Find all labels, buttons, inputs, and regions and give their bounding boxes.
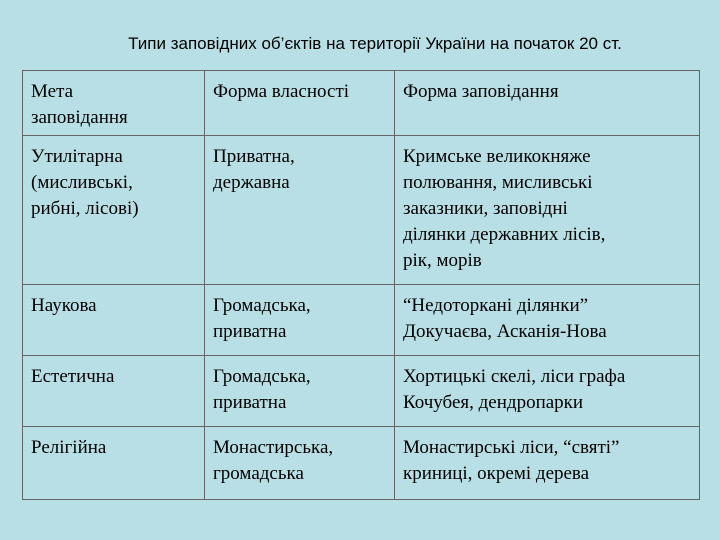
page-title: Типи заповідних об’єктів на території України на початок 20 ст. — [128, 34, 622, 53]
table-cell: Монастирська, громадська — [205, 427, 395, 500]
table-cell: Приватна, державна — [205, 136, 395, 285]
header-cell-form: Форма заповідання — [395, 71, 700, 136]
table-row — [23, 285, 700, 356]
table-cell: Наукова — [23, 285, 205, 356]
table-row — [23, 136, 700, 285]
table-cell: Кримське великокняже полювання, мисливські заказники, заповідні ділянки державних лісів, рік, морів — [395, 136, 700, 285]
table-cell: Громадська, приватна — [205, 356, 395, 427]
table-cell: Громадська, приватна — [205, 285, 395, 356]
table-row — [23, 356, 700, 427]
header-cell-ownership: Форма власності — [205, 71, 395, 136]
table-cell: Утилітарна (мисливські, рибні, лісові) — [23, 136, 205, 285]
table-cell: Релігійна — [23, 427, 205, 500]
table-row — [23, 427, 700, 500]
protected-objects-table — [22, 70, 700, 500]
table-cell: Монастирські ліси, “святі” криниці, окремі дерева — [395, 427, 700, 500]
table-cell: Естетична — [23, 356, 205, 427]
table-cell: Хортицькі скелі, ліси графа Кочубея, дендропарки — [395, 356, 700, 427]
table-header-row — [23, 71, 700, 136]
table-cell: “Недоторкані ділянки” Докучаєва, Асканія-Нова — [395, 285, 700, 356]
header-cell-purpose: Мета заповідання — [23, 71, 205, 136]
